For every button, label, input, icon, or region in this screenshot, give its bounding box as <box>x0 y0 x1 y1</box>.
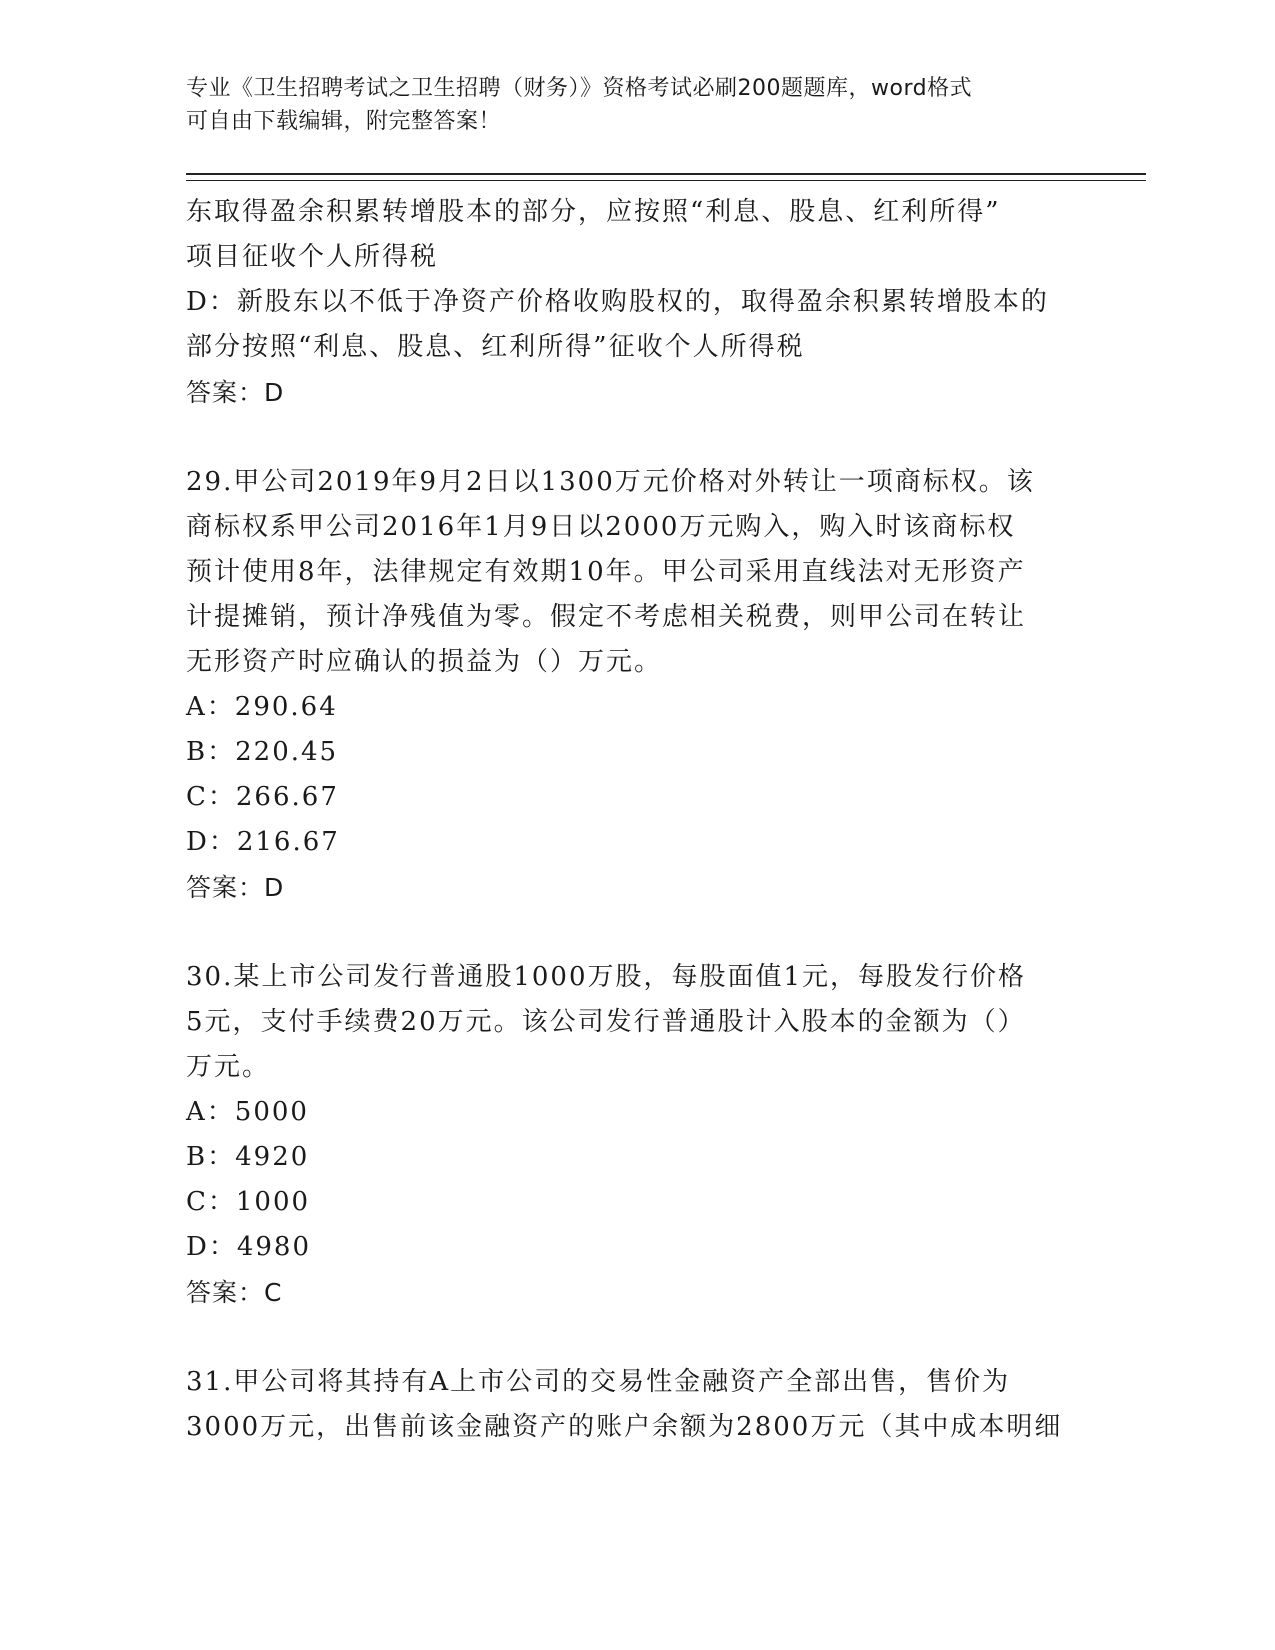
document-header <box>186 72 1066 138</box>
question-text-line: 无形资产时应确认的损益为（）万元。 <box>186 647 663 677</box>
question-30 <box>186 955 1086 1315</box>
header-divider-thin <box>186 180 1146 181</box>
option-c: C：266.67 <box>186 782 339 812</box>
option-a: A：5000 <box>186 1097 309 1127</box>
question-text-line: 商标权系甲公司2016年1月9日以2000万元购入，购入时该商标权 <box>186 512 1016 542</box>
question-text-line: 预计使用8年，法律规定有效期10年。甲公司采用直线法对无形资产 <box>186 557 1026 587</box>
header-line-2: 可自由下载编辑，附完整答案！ <box>186 109 502 134</box>
question-29 <box>186 460 1086 910</box>
question-text-line: 3000万元，出售前该金融资产的账户余额为2800万元（其中成本明细 <box>186 1412 1063 1442</box>
question-text-line: 项目征收个人所得税 <box>186 242 439 272</box>
option-a: A：290.64 <box>186 692 338 722</box>
question-text-line: 计提摊销，预计净残值为零。假定不考虑相关税费，则甲公司在转让 <box>186 602 1027 632</box>
question-text-line: 东取得盈余积累转增股本的部分，应按照“利息、股息、红利所得” <box>186 197 1001 227</box>
question-text-line: 31.甲公司将其持有A上市公司的交易性金融资产全部出售，售价为 <box>186 1367 1011 1397</box>
header-divider-thick <box>186 173 1146 175</box>
option-b: B：220.45 <box>186 737 339 767</box>
answer-line: 答案：D <box>186 378 285 407</box>
option-d: D：4980 <box>186 1232 312 1262</box>
header-line-1: 专业《卫生招聘考试之卫生招聘（财务）》资格考试必刷200题题库，word格式 <box>186 76 973 101</box>
question-31 <box>186 1360 1086 1450</box>
answer-line: 答案：D <box>186 873 285 902</box>
question-text-line: 30.某上市公司发行普通股1000万股，每股面值1元，每股发行价格 <box>186 962 1027 992</box>
document-body <box>186 190 1086 1450</box>
option-d: D：216.67 <box>186 827 340 857</box>
question-text-line: 部分按照“利息、股息、红利所得”征收个人所得税 <box>186 332 805 362</box>
option-d: D：新股东以不低于净资产价格收购股权的，取得盈余积累转增股本的 <box>186 287 1049 317</box>
option-b: B：4920 <box>186 1142 310 1172</box>
question-text-line: 29.甲公司2019年9月2日以1300万元价格对外转让一项商标权。该 <box>186 467 1035 497</box>
question-text-line: 万元。 <box>186 1052 271 1082</box>
previous-question-continuation <box>186 190 1086 415</box>
answer-line: 答案：C <box>186 1278 283 1307</box>
option-c: C：1000 <box>186 1187 311 1217</box>
question-text-line: 5元，支付手续费20万元。该公司发行普通股计入股本的金额为（） <box>186 1007 1026 1037</box>
